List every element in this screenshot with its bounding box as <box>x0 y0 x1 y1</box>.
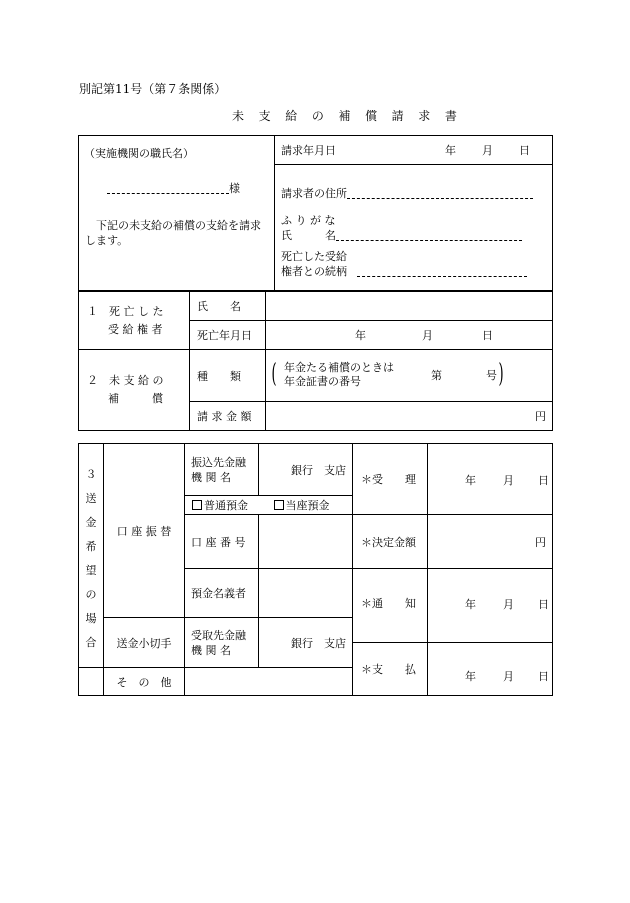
holder-field[interactable] <box>259 569 353 618</box>
account-transfer-label: 口 座 振 替 <box>104 444 185 618</box>
account-no-field[interactable] <box>259 515 353 569</box>
remittance-table <box>78 443 553 696</box>
right-paren-icon: ) <box>498 359 504 389</box>
other-label: そ の 他 <box>104 668 185 696</box>
section1-label-2: 受 給 権 者 <box>108 322 163 336</box>
sama-label: 様 <box>229 182 240 195</box>
notice-month: 月 <box>503 598 514 611</box>
section1-label-cell <box>79 292 190 350</box>
gou-label: 号 <box>486 369 497 382</box>
requester-name-label: 氏 名 <box>281 229 336 242</box>
relation-label-2: 権者との続柄 <box>281 265 347 278</box>
bank-label: 振込先金融 機 関 名 <box>185 444 259 496</box>
death-year: 年 <box>355 329 366 342</box>
checkbox-normal-deposit[interactable]: 普通預金 <box>192 499 248 512</box>
section2-label: ２ 未 支 給 の <box>87 374 164 387</box>
request-year: 年 <box>445 144 456 157</box>
receipt-month: 月 <box>503 474 514 487</box>
requester-name-field[interactable] <box>336 230 522 241</box>
request-month: 月 <box>482 144 493 157</box>
requester-cell <box>275 136 553 291</box>
left-paren-icon: ( <box>271 359 277 389</box>
account-no-label: 口 座 番 号 <box>185 515 259 569</box>
recv-bank-label: 受取先金融 機 関 名 <box>185 618 259 668</box>
address-field[interactable] <box>347 188 533 199</box>
beneficiary-table <box>78 291 553 431</box>
payment-day: 日 <box>538 670 549 683</box>
notice-day: 日 <box>538 598 549 611</box>
address-label: 請求者の住所 <box>281 187 347 200</box>
relation-field[interactable] <box>357 266 527 277</box>
recv-bank-field[interactable]: 銀行 支店 <box>259 618 353 668</box>
decided-yen-label: 円 <box>535 535 546 549</box>
receipt-date-field[interactable] <box>428 444 553 515</box>
agency-cell <box>79 136 275 291</box>
furigana-label: ふ り が な <box>281 214 336 227</box>
checkbox-current-deposit[interactable]: 当座預金 <box>274 499 330 512</box>
dai-label: 第 <box>431 369 442 382</box>
deceased-name-field[interactable] <box>266 292 553 321</box>
holder-label: 預金名義者 <box>185 569 259 618</box>
bank-field[interactable]: 銀行 支店 <box>259 444 353 496</box>
notice-year: 年 <box>465 598 476 611</box>
pension-note-1: 年金たる補償のときは <box>284 361 394 374</box>
decided-amount-label: ＊決定金額 <box>353 515 428 569</box>
relation-label-1: 死亡した受給 <box>281 250 347 263</box>
agency-label: （実施機関の職氏名） <box>84 147 194 160</box>
section2-label-cell <box>79 350 190 431</box>
death-date-field[interactable] <box>266 321 553 350</box>
receipt-label: ＊受 理 <box>353 444 428 515</box>
agency-name-field[interactable] <box>107 183 229 194</box>
death-date-label: 死亡年月日 <box>190 321 266 350</box>
payment-year: 年 <box>465 670 476 683</box>
section1-label: １ 死 亡 し た <box>87 304 164 318</box>
section2-label-2: 補 償 <box>108 392 163 405</box>
payment-date-field[interactable] <box>428 643 553 696</box>
payment-label: ＊支 払 <box>353 643 428 696</box>
form-title: 未 支 給 の 補 償 請 求 書 <box>232 109 463 123</box>
section3-label <box>79 444 104 668</box>
notice-date-field[interactable] <box>428 569 553 643</box>
death-month: 月 <box>422 329 433 342</box>
other-field[interactable] <box>185 668 353 696</box>
payment-month: 月 <box>503 670 514 683</box>
amount-field[interactable] <box>266 402 553 431</box>
kind-field[interactable] <box>266 350 553 402</box>
postal-check-label: 送金小切手 <box>104 618 185 668</box>
top-table <box>78 135 553 291</box>
amount-label: 請 求 金 額 <box>190 402 266 431</box>
receipt-day: 日 <box>538 474 549 487</box>
section3-vertical-label: ３送金希望の場合 <box>85 467 97 649</box>
receipt-year: 年 <box>465 474 476 487</box>
decided-amount-field[interactable] <box>428 515 553 569</box>
yen-label: 円 <box>535 410 546 423</box>
deceased-name-label: 氏 名 <box>190 292 266 321</box>
notice-label: ＊通 知 <box>353 569 428 643</box>
pension-note-2: 年金証書の番号 <box>284 375 361 388</box>
section3-label-tail <box>79 668 104 696</box>
death-day: 日 <box>482 329 493 342</box>
request-statement: 下記の未支給の補償の支給を請求します。 <box>85 219 261 247</box>
request-date-label: 請求年月日 <box>281 144 336 157</box>
request-day: 日 <box>519 144 530 157</box>
kind-label: 種 類 <box>190 350 266 402</box>
form-number: 別記第11号（第７条関係） <box>79 82 227 96</box>
deposit-type-cell <box>185 496 353 515</box>
